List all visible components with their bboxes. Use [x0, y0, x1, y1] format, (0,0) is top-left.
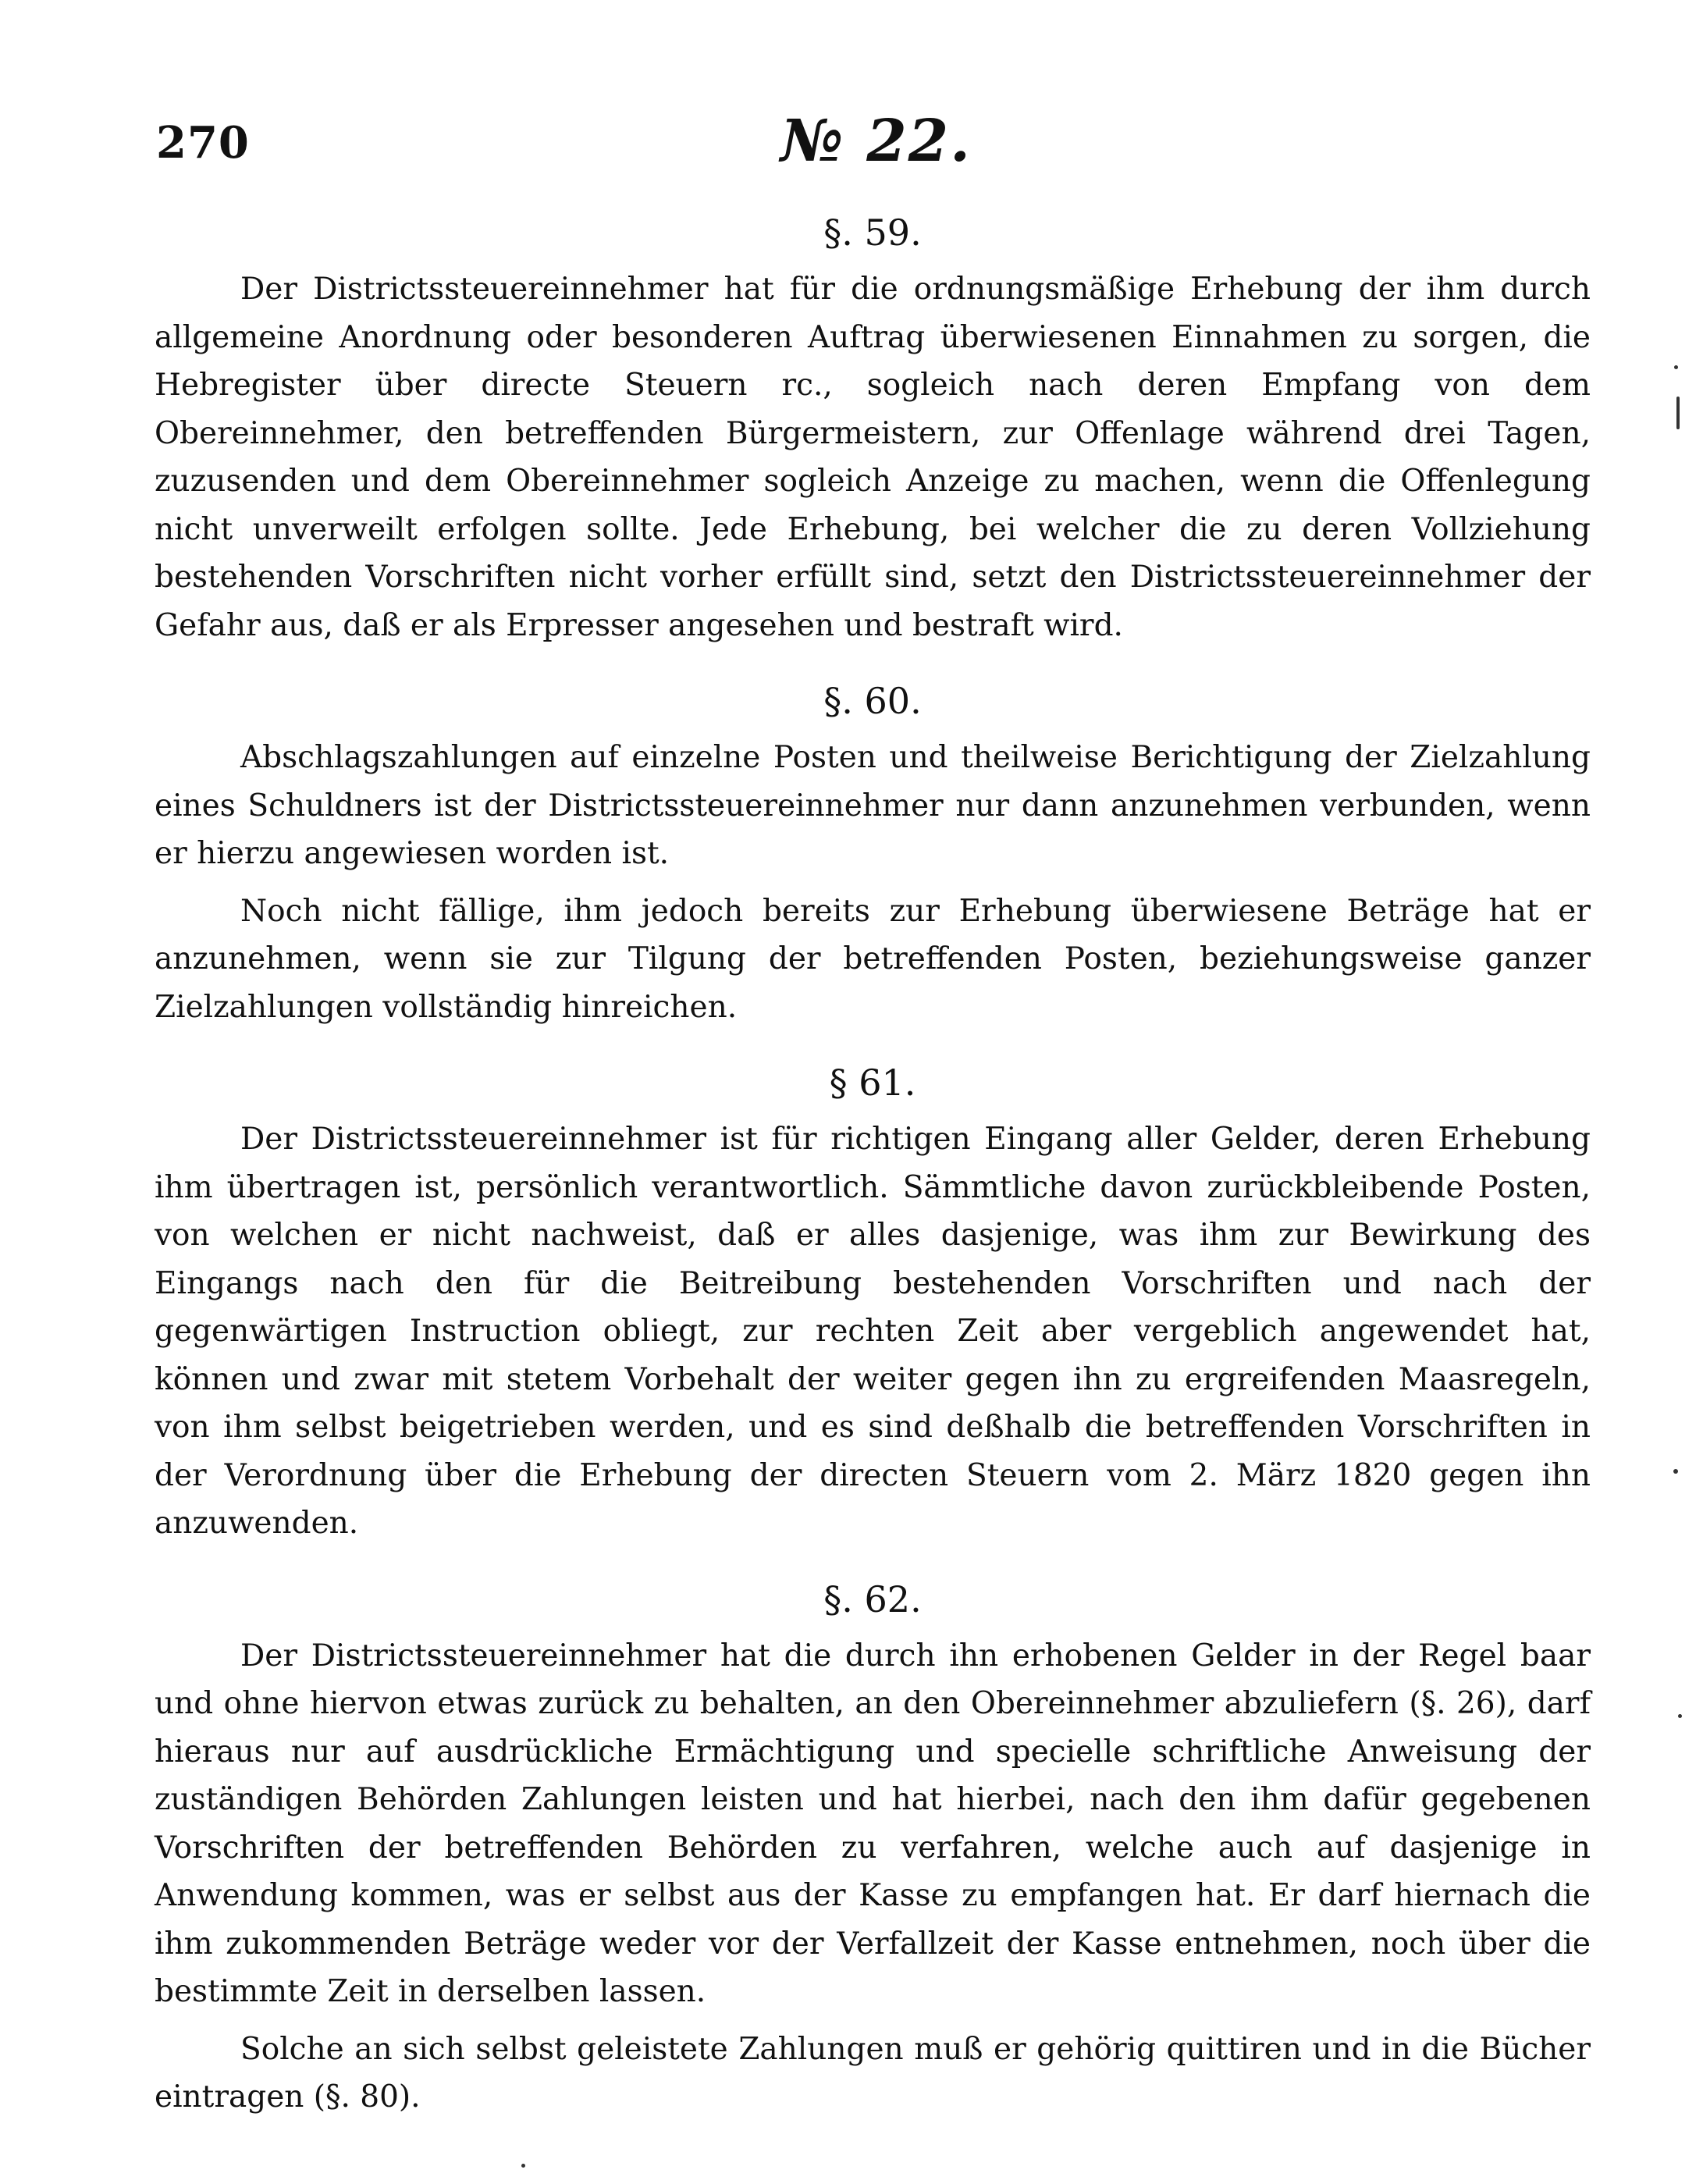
section-59 — [155, 209, 1591, 649]
paragraph: Der Districtssteuereinnehmer hat die durch ihn erhobenen Gelder in der Regel baar und ohne hiervon etwas zurück zu behalten, an den Obereinnehmer abzuliefern (§. 26), darf hieraus nur auf ausdrückliche Ermächtigung und specielle schriftliche Anweisung der zuständigen Behörden Zahlungen leisten und hat hierbei, nach den ihm dafür gegebenen Vorschriften der betreffenden Behörden zu verfahren, welche auch auf dasjenige in Anwendung kommen, was er selbst aus der Kasse zu empfangen hat. Er darf hiernach die ihm zukommenden Beträge weder vor der Verfallzeit der Kasse entnehmen, noch über die bestimmte Zeit in derselben lassen. — [155, 1638, 1591, 2009]
issue-number: № 22. — [780, 108, 972, 175]
section-61 — [155, 1059, 1591, 1548]
scan-mark — [1676, 397, 1680, 429]
paragraph: Der Districtssteuereinnehmer ist für richtigen Eingang aller Gelder, deren Erhebung ihm übertragen ist, persönlich verantwortlich. Sämmtliche davon zurückbleibende Posten, von welchen er nicht nachweist, daß er alles dasjenige, was ihm zur Bewirkung des Eingangs nach den für die Beitreibung bestehenden Vorschriften und nach der gegenwärtigen Instruction obliegt, zur rechten Zeit aber vergeblich angewendet hat, können und zwar mit stetem Vorbehalt der weiter gegen ihn zu ergreifenden Maasregeln, von ihm selbst beigetrieben werden, und es sind deßhalb die betreffenden Vorschriften in der Verordnung über die Erhebung der directen Steuern vom 2. März 1820 gegen ihn anzuwenden. — [155, 1122, 1591, 1541]
scan-speck — [1678, 1714, 1682, 1718]
scan-speck — [1674, 365, 1678, 369]
paragraph: Abschlagszahlungen auf einzelne Posten und theilweise Berichtigung der Zielzahlung eines Schuldners ist der Districtssteuereinnehmer nur dann anzunehmen verbunden, wenn er hierzu angewiesen worden ist. — [155, 740, 1591, 871]
section-60 — [155, 678, 1591, 1031]
scan-speck — [1673, 1469, 1678, 1474]
section-62 — [155, 1576, 1591, 2122]
section-title: § 61. — [829, 1062, 916, 1104]
scan-speck — [521, 2164, 525, 2168]
page-number: 270 — [156, 117, 250, 169]
section-title: §. 62. — [823, 1578, 922, 1620]
section-title: §. 60. — [823, 680, 922, 722]
paragraph: Der Districtssteuereinnehmer hat für die ordnungsmäßige Erhebung der ihm durch allgemeine Anordnung oder besonderen Auftrag überwiesenen Einnahmen zu sorgen, die Hebregister über directe Steuern rc., sogleich nach deren Empfang von dem Obereinnehmer, den betreffenden Bürgermeistern, zur Offenlage während drei Tagen, zuzusenden und dem Obereinnehmer sogleich Anzeige zu machen, wenn die Offenlegung nicht unverweilt erfolgen sollte. Jede Erhebung, bei welcher die zu deren Vollziehung bestehenden Vorschriften nicht vorher erfüllt sind, setzt den Districtssteuereinnehmer der Gefahr aus, daß er als Erpresser angesehen und bestraft wird. — [155, 272, 1591, 643]
section-title: §. 59. — [823, 212, 922, 254]
paragraph: Solche an sich selbst geleistete Zahlungen muß er gehörig quittiren und in die Bücher eintragen (§. 80). — [155, 2031, 1591, 2115]
document-body — [155, 209, 1591, 2122]
paragraph: Noch nicht fällige, ihm jedoch bereits zur Erhebung überwiesene Beträge hat er anzunehmen, wenn sie zur Tilgung der betreffenden Posten, beziehungsweise ganzer Zielzahlungen vollständig hinreichen. — [155, 893, 1591, 1025]
